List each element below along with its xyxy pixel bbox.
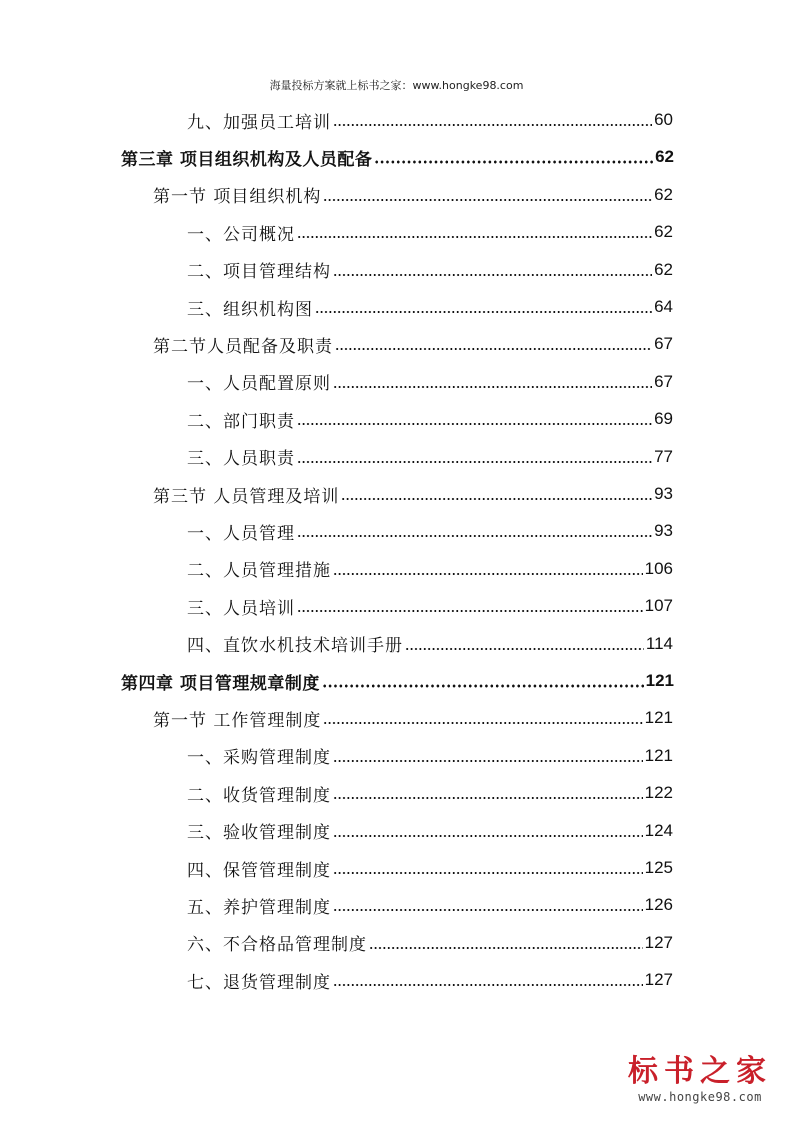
- toc-entry-title: 九、加强员工培训: [187, 112, 331, 133]
- toc-entry-row[interactable]: [187, 440, 673, 474]
- toc-page-number: 67: [654, 334, 673, 354]
- toc-page-number: 125: [644, 858, 673, 877]
- toc-entry-row[interactable]: [187, 253, 673, 287]
- toc-entry-title: 一、公司概况: [187, 224, 295, 245]
- page-header: 海量投标方案就上标书之家：www.hongke98.com: [269, 79, 524, 92]
- toc-dot-leader: [333, 983, 643, 987]
- toc-entry-row[interactable]: [187, 739, 673, 773]
- toc-page-number: 93: [654, 484, 673, 503]
- logo-url: www.hongke98.com: [638, 1090, 762, 1104]
- toc-page-number: 124: [644, 820, 673, 840]
- toc-page-number: 121: [644, 745, 673, 765]
- toc-dot-leader: [333, 273, 652, 277]
- toc-dot-leader: [335, 347, 652, 351]
- toc-entry-title: 六、不合格品管理制度: [187, 935, 367, 956]
- toc-entry-title: 二、人员管理措施: [187, 561, 331, 582]
- toc-entry-row[interactable]: [187, 365, 673, 399]
- toc-dot-leader: [369, 946, 643, 950]
- toc-dot-leader: [323, 721, 642, 725]
- toc-entry-title: 第一节 项目组织机构: [153, 187, 322, 208]
- toc-dot-leader: [341, 497, 652, 501]
- brand-logo: [625, 1054, 775, 1104]
- toc-page-number: 106: [644, 558, 673, 578]
- toc-dot-leader: [297, 609, 643, 613]
- toc-page-number: 121: [645, 671, 674, 690]
- toc-entry-title: 四、直饮水机技术培训手册: [187, 636, 403, 657]
- toc-page-number: 122: [644, 783, 673, 803]
- toc-dot-leader: [297, 534, 652, 538]
- toc-entry-row[interactable]: [187, 814, 673, 848]
- toc-entry-row[interactable]: [187, 963, 673, 997]
- toc-entry-row[interactable]: [187, 926, 673, 960]
- toc-dot-leader: [333, 796, 643, 800]
- toc-entry-row[interactable]: [187, 627, 673, 661]
- toc-entry-row[interactable]: [187, 514, 673, 548]
- toc-page-number: 67: [654, 371, 673, 391]
- toc-dot-leader: [333, 834, 643, 838]
- toc-dot-leader: [297, 235, 652, 239]
- toc-entry-row[interactable]: [187, 215, 673, 249]
- toc-section-row[interactable]: [153, 327, 673, 361]
- toc-section-row[interactable]: [153, 477, 673, 511]
- toc-entry-row[interactable]: [187, 851, 673, 885]
- toc-entry-title: 一、采购管理制度: [187, 748, 331, 769]
- toc-entry-row[interactable]: [187, 776, 673, 810]
- toc-page-number: 127: [644, 932, 673, 952]
- toc-dot-leader: [333, 123, 652, 127]
- toc-section-row[interactable]: [153, 178, 673, 212]
- toc-dot-leader: [374, 160, 653, 164]
- toc-entry-title: 四、保管管理制度: [187, 860, 331, 881]
- toc-entry-title: 二、部门职责: [187, 411, 295, 432]
- toc-dot-leader: [297, 460, 652, 464]
- toc-page-number: 126: [644, 895, 673, 915]
- toc-dot-leader: [333, 572, 643, 576]
- toc-entry-title: 三、验收管理制度: [187, 823, 331, 844]
- toc-page-number: 69: [654, 409, 673, 429]
- toc-entry-row[interactable]: [187, 888, 673, 922]
- toc-page-number: 62: [654, 184, 673, 204]
- toc-entry-row[interactable]: [187, 402, 673, 436]
- toc-dot-leader: [333, 759, 643, 763]
- toc-page-number: 62: [654, 222, 673, 242]
- toc-entry-title: 第三章 项目组织机构及人员配备: [121, 149, 373, 170]
- toc-entry-row[interactable]: [187, 103, 673, 137]
- toc-entry-title: 七、退货管理制度: [187, 972, 331, 993]
- toc-entry-title: 第二节人员配备及职责: [153, 336, 333, 357]
- toc-dot-leader: [322, 684, 644, 688]
- toc-page-number: 93: [654, 521, 673, 541]
- toc-page-number: 62: [654, 259, 673, 279]
- toc-page-number: 114: [645, 633, 673, 653]
- toc-chapter-row[interactable]: [121, 140, 674, 174]
- toc-dot-leader: [333, 385, 652, 389]
- toc-dot-leader: [297, 422, 652, 426]
- toc-page-number: 64: [654, 297, 673, 316]
- toc-page-number: 60: [654, 110, 673, 129]
- toc-entry-title: 第三节 人员管理及培训: [153, 486, 340, 507]
- toc-dot-leader: [333, 908, 643, 912]
- toc-entry-row[interactable]: [187, 589, 673, 623]
- toc-entry-title: 一、人员配置原则: [187, 374, 331, 395]
- toc-page-number: 62: [655, 147, 674, 167]
- toc-entry-row[interactable]: [187, 290, 673, 324]
- toc-entry-title: 五、养护管理制度: [187, 897, 331, 918]
- toc-entry-title: 一、人员管理: [187, 523, 295, 544]
- toc-entry-title: 三、组织机构图: [187, 299, 313, 320]
- toc-dot-leader: [333, 871, 643, 875]
- toc-page-number: 121: [644, 708, 673, 728]
- toc-entry-title: 二、收货管理制度: [187, 785, 331, 806]
- toc-page-number: 127: [644, 970, 673, 990]
- toc-section-row[interactable]: [153, 701, 673, 735]
- toc-page-number: 107: [644, 596, 673, 616]
- toc-chapter-row[interactable]: [121, 664, 674, 698]
- toc-page-number: 77: [654, 446, 673, 466]
- toc-entry-title: 二、项目管理结构: [187, 262, 331, 283]
- logo-title: 标书之家: [628, 1054, 772, 1089]
- toc-entry-row[interactable]: [187, 552, 673, 586]
- toc-entry-title: 三、人员职责: [187, 449, 295, 470]
- toc-dot-leader: [323, 198, 652, 202]
- toc-entry-title: 三、人员培训: [187, 598, 295, 619]
- toc-entry-title: 第一节 工作管理制度: [153, 710, 322, 731]
- toc-dot-leader: [315, 310, 652, 314]
- toc-entry-title: 第四章 项目管理规章制度: [121, 673, 320, 694]
- toc-dot-leader: [405, 647, 644, 651]
